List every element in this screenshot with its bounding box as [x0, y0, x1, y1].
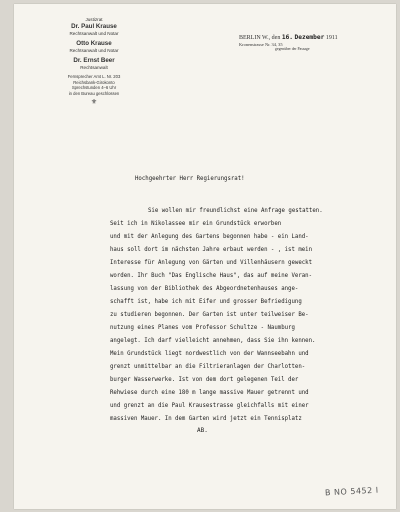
page-continuation-mark: AB. [197, 427, 208, 434]
letterhead-phone: Fernsprecher Amt L. Nr. 203 [67, 74, 121, 79]
letterhead-note-3: in den Bureau geschlossen [68, 90, 120, 96]
letterhead-partner-1-role: Rechtsanwalt und Notar [69, 31, 119, 36]
place-date-block [239, 34, 338, 51]
body-line: haus soll dort im nächsten Jahre erbaut werden - , ist mein [110, 247, 313, 253]
body-line: Mein Grundstück liegt nordwestlich von der Wannseebahn und [110, 351, 309, 357]
body-line: lassung von der Bibliothek des Abgeordnetenhauses ange- [110, 286, 299, 292]
date-day: 16. [281, 34, 294, 41]
salutation: Hochgeehrter Herr Regierungsrat! [135, 176, 245, 182]
body-line: Sie wollen mir freundlichst eine Anfrage gestatten. [148, 208, 323, 214]
place-street-note: gegenüber der Passage [275, 47, 310, 51]
body-line: nutzung eines Planes vom Professor Schultze - Naumburg [110, 325, 295, 331]
body-line: zu studieren begonnen. Der Garten ist unter teilweiser Be- [110, 312, 309, 318]
archive-stamp: B NO 5452 I [324, 485, 379, 498]
place-date-line [239, 34, 338, 41]
body-line: grenzt unmittelbar an die Filtrieranlagen der Charlotten- [110, 364, 306, 370]
place-street: Kronenstrasse Nr. 34, 35 [239, 42, 283, 47]
letterhead-partner-2: Otto Krause [76, 40, 112, 47]
body-line: Rehwiese durch eine 180 m lange massive Mauer getrennt und [110, 390, 309, 396]
date-month: Dezember [294, 34, 325, 41]
body-paragraph [110, 205, 323, 426]
letterhead-partner-1: Dr. Paul Krause [71, 23, 117, 30]
place-city: BERLIN W., den [239, 35, 281, 41]
body-line: schafft ist, habe ich mit Eifer und grosser Befriedigung [110, 299, 302, 305]
letterhead-note-1: Reichsbank-Girokonto [73, 79, 115, 85]
body-line: burger Wasserwerke. Ist von dem dort gelegenen Teil der [110, 377, 299, 383]
letterhead-title: Justizrat [85, 17, 103, 22]
body-line: Seit ich in Nikolassee mir ein Grundstück erworben [110, 221, 282, 227]
date-year: 1911 [325, 35, 338, 41]
body-line: und grenzt an die Paul Krausestrasse gleichfalls mit einer [110, 403, 309, 409]
body-line: Interesse für Anlegung von Gärten und Villenhäusern geweckt [110, 260, 313, 266]
letterhead-partner-3: Dr. Ernst Beer [73, 57, 115, 64]
letterhead-partner-2-role: Rechtsanwalt und Notar [69, 48, 119, 53]
body-line: angelegt. Ich darf vielleicht annehmen, dass Sie ihn kennen. [110, 338, 316, 344]
body-line: worden. Ihr Buch "Das Englische Haus", das auf meine Veran- [110, 273, 313, 279]
body-line: massiven Mauer. In dem Garten wird jetzt ein Tennisplatz [110, 416, 302, 422]
letter-page [14, 4, 396, 509]
letterhead-note-2: Sprechstunden 4–6 Uhr [71, 85, 117, 90]
letterhead-partner-3-role: Rechtsanwalt [80, 65, 108, 70]
letterhead [44, 16, 144, 106]
body-line: und mit der Anlegung des Gartens begonnen habe - ein Land- [110, 234, 309, 240]
seal-icon: ⚜ [90, 98, 98, 106]
